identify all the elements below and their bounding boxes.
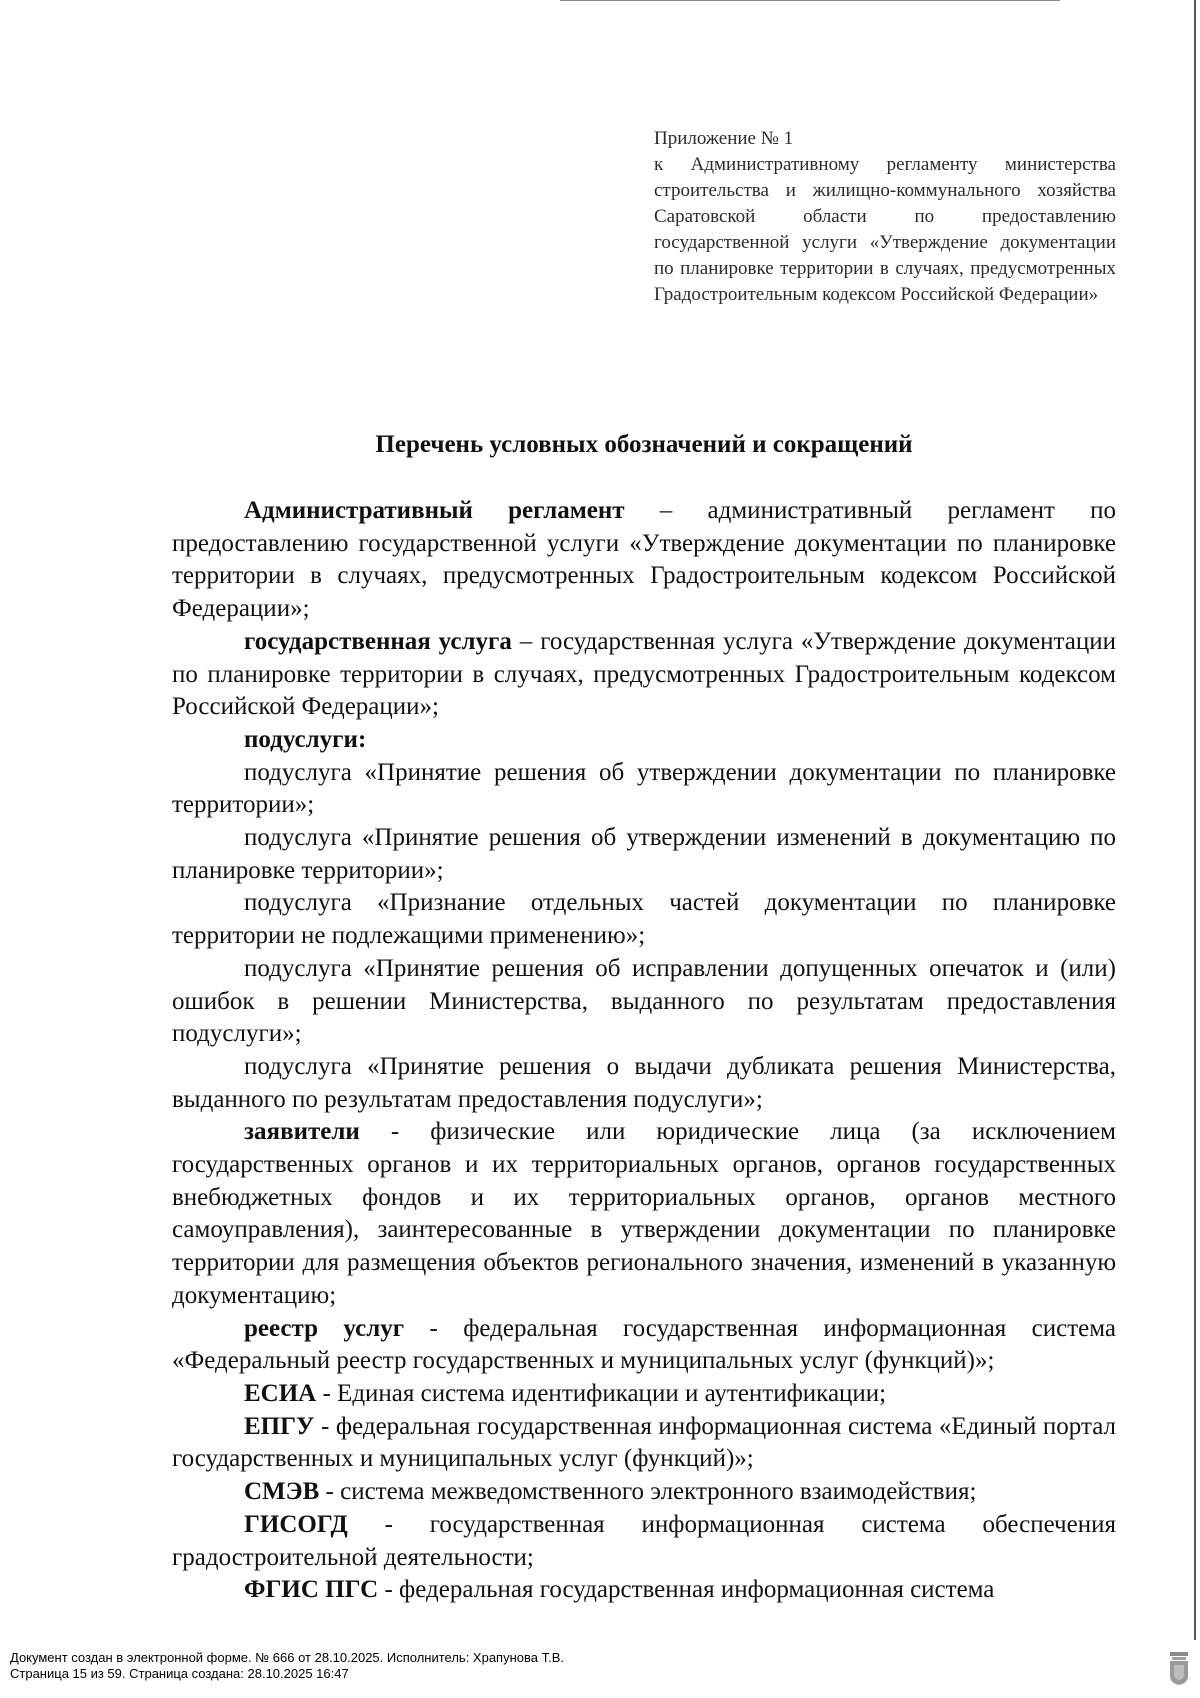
paragraph [172, 626, 1116, 724]
document-title: Перечень условных обозначений и сокращений [375, 431, 913, 458]
page-top-edge [560, 0, 1060, 1]
paragraph [172, 1411, 1116, 1476]
paragraph-text: - физические или юридические лица (за исключением государственных органов и их территориальных органов, органов государственных внебюджетных фондов и их территориальных органов, органов местного самоуправления), заинтересованные в утверждении документации по планировке территории для размещения объектов регионального значения, изменений в указанную документацию; [172, 1118, 1116, 1309]
paragraph-text: - система межведомственного электронного взаимодействия; [319, 1478, 977, 1506]
paragraph-term: СМЭВ [244, 1478, 320, 1506]
paragraph [172, 1116, 1116, 1312]
paragraph [172, 1378, 1116, 1411]
paragraph-text: - федеральная государственная информационная система «Федеральный реестр государственных и муниципальных услуг (функций)»; [172, 1314, 1116, 1375]
paragraph-text: - федеральная государственная информационная система «Единый портал государственных и муниципальных услуг (функций)»; [172, 1412, 1116, 1473]
paragraph-term: ФГИС ПГС [244, 1576, 379, 1604]
paragraph-text: – административный регламент по предоставлению государственной услуги «Утверждение документации по планировке территории в случаях, предусмотренных Градостроительным кодексом Российской Федерации»; [172, 497, 1117, 623]
paragraph [172, 1313, 1116, 1378]
document-body [172, 495, 1116, 1607]
appendix-text: к Административному регламенту министерства строительства и жилищно-коммунального хозяйства Саратовской области по предоставлению государственной услуги «Утверждение документации по планировке территории в случаях, предусмотренных Градостроительным кодексом Российской Федерации» [654, 154, 1116, 305]
paragraph [172, 757, 1116, 822]
paragraph-term: Административный регламент [244, 497, 625, 524]
coat-of-arms-icon [1168, 1652, 1190, 1686]
page-right-edge [1194, 0, 1196, 1640]
paragraph-term: заявители [244, 1118, 360, 1146]
paragraph-term: подуслуги: [244, 725, 367, 753]
paragraph-text: подуслуга «Принятие решения о выдачи дубликата решения Министерства, выданного по результатам предоставления подуслуги»; [172, 1052, 1116, 1113]
paragraph [172, 1476, 1116, 1509]
paragraph-term: ЕСИА [244, 1379, 317, 1407]
paragraph-text: подуслуга «Признание отдельных частей документации по планировке территории не подлежащими применению»; [172, 889, 1116, 950]
paragraph-text: подуслуга «Принятие решения об исправлении допущенных опечаток и (или) ошибок в решении Министерства, выданного по результатам предоставления подуслуги»; [172, 954, 1116, 1048]
appendix-note [654, 126, 1116, 308]
paragraph [172, 1574, 1116, 1607]
paragraph [172, 724, 1116, 757]
paragraph-text: подуслуга «Принятие решения об утверждении документации по планировке территории»; [172, 758, 1116, 819]
paragraph-text: - Единая система идентификации и аутентификации; [316, 1379, 887, 1407]
appendix-number: Приложение № 1 [654, 128, 794, 149]
footer-line-2: Страница 15 из 59. Страница создана: 28.10.2025 16:47 [10, 1666, 349, 1681]
paragraph-term: ЕПГУ [244, 1412, 315, 1440]
paragraph [172, 1509, 1116, 1574]
paragraph-text: - федеральная государственная информационная система [378, 1576, 995, 1604]
paragraph-text: – государственная услуга «Утверждение документации по планировке территории в случаях, предусмотренных Градостроительным кодексом Российской Федерации»; [172, 627, 1116, 721]
paragraph [172, 887, 1116, 952]
paragraph-term: ГИСОГД [244, 1510, 348, 1538]
paragraph-term: реестр услуг [244, 1314, 405, 1342]
footer-line-1: Документ создан в электронной форме. № 666 от 28.10.2025. Исполнитель: Храпунова Т.В. [10, 1650, 565, 1665]
document-footer [10, 1650, 1110, 1682]
paragraph [172, 495, 1116, 626]
paragraph [172, 953, 1116, 1051]
paragraph [172, 1051, 1116, 1116]
paragraph-term: государственная услуга [244, 627, 512, 655]
paragraph [172, 822, 1116, 887]
paragraph-text: подуслуга «Принятие решения об утверждении изменений в документацию по планировке территории»; [172, 824, 1116, 884]
paragraph-text: - государственная информационная система обеспечения градостроительной деятельности; [172, 1510, 1116, 1571]
